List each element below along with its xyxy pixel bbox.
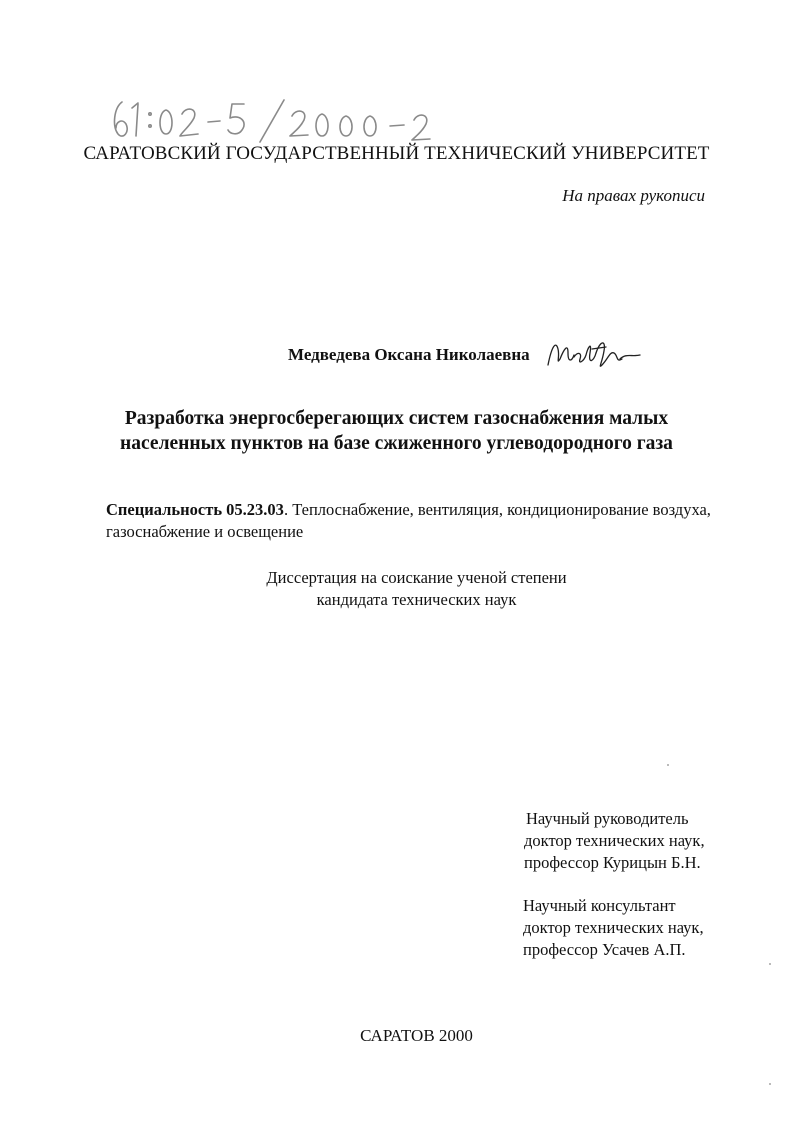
supervisor-degree: доктор технических наук, [524, 831, 705, 850]
handwritten-archive-number [108, 92, 468, 144]
title-line-1: Разработка энергосберегающих систем газоснабжения малых [124, 408, 669, 429]
dissertation-degree [0, 567, 793, 611]
specialty-paragraph [106, 499, 726, 543]
author-signature [544, 335, 644, 375]
title-line-2: населенных пунктов на базе сжиженного углеводородного газа [120, 433, 673, 454]
dissertation-title [0, 406, 793, 456]
supervisor-name: профессор Курицын Б.Н. [524, 853, 701, 872]
consultant-name: профессор Усачев А.П. [523, 940, 686, 959]
dissertation-line-1: Диссертация на соискание ученой степени [266, 568, 567, 587]
manuscript-note: На правах рукописи [562, 186, 705, 205]
university-name: САРАТОВСКИЙ ГОСУДАРСТВЕННЫЙ ТЕХНИЧЕСКИЙ УНИВЕРСИТЕТ [83, 143, 710, 164]
scan-speck [769, 1083, 771, 1085]
dissertation-line-2: кандидата технических наук [316, 590, 517, 609]
consultant-degree: доктор технических наук, [523, 918, 704, 937]
consultant-role: Научный консультант [523, 896, 676, 915]
scan-speck [667, 764, 669, 766]
author-row [288, 335, 644, 375]
specialty-label: Специальность 05.23.03 [106, 500, 284, 519]
consultant-block [523, 895, 704, 961]
supervisor-role: Научный руководитель [526, 809, 689, 828]
city-year: САРАТОВ 2000 [360, 1026, 473, 1045]
scan-speck [769, 963, 771, 965]
specialty-text: . Теплоснабжение, вентиляция, кондиционирование воздуха, газоснабжение и освещение [106, 500, 711, 541]
author-name: Медведева Оксана Николаевна [288, 345, 530, 364]
supervisor-block [526, 808, 705, 874]
